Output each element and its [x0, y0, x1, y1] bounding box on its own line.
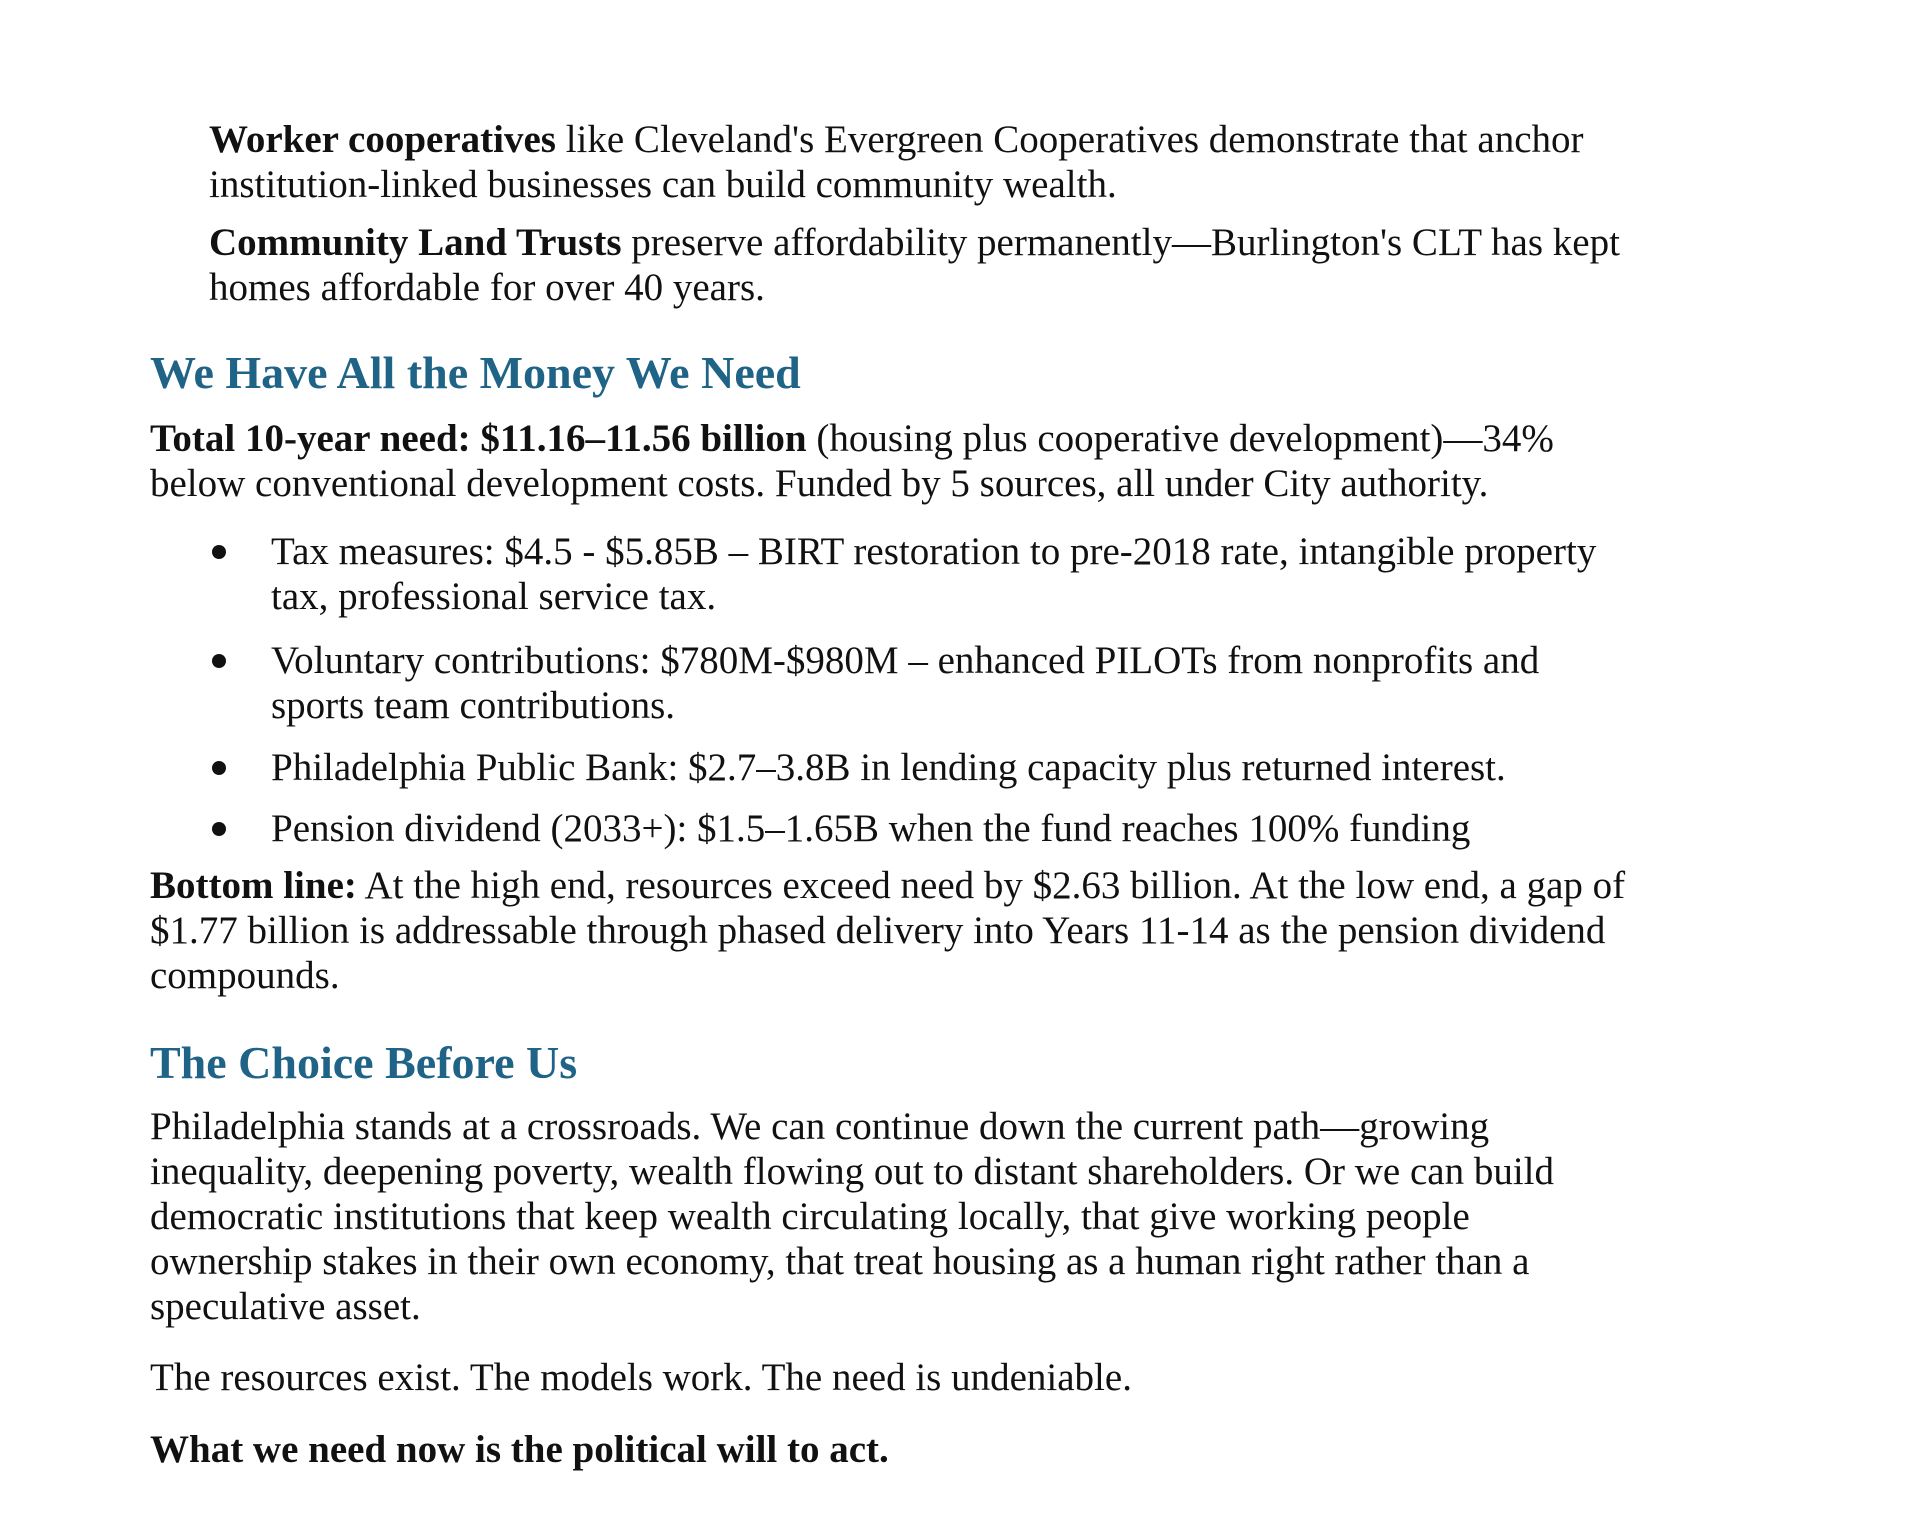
list-item — [271, 638, 1539, 728]
text: inequality, deepening poverty, wealth flowing out to distant shareholders. Or we can build — [150, 1150, 1554, 1193]
heading-money: We Have All the Money We Need — [150, 347, 801, 398]
text: sports team contributions. — [271, 684, 676, 727]
bullet-icon — [212, 654, 226, 668]
bold-lead: Total 10-year need: $11.16–11.56 billion — [150, 417, 807, 460]
paragraph-crossroads — [150, 1104, 1554, 1329]
list-item — [271, 529, 1596, 619]
text: ownership stakes in their own economy, that treat housing as a human right rather than a — [150, 1240, 1530, 1283]
text: like Cleveland's Evergreen Cooperatives demonstrate that anchor — [555, 118, 1584, 161]
text: Pension dividend (2033+): $1.5–1.65B when the fund reaches 100% funding — [271, 807, 1471, 850]
text: Philadelphia Public Bank: $2.7–3.8B in lending capacity plus returned interest. — [271, 746, 1506, 789]
bullet-icon — [212, 822, 226, 836]
text: below conventional development costs. Funded by 5 sources, all under City authority. — [150, 462, 1489, 505]
paragraph-resources: The resources exist. The models work. The need is undeniable. — [150, 1356, 1132, 1399]
text: democratic institutions that keep wealth circulating locally, that give working people — [150, 1195, 1470, 1238]
bold-lead: Bottom line: — [150, 864, 357, 907]
text: tax, professional service tax. — [271, 575, 717, 618]
text: At the high end, resources exceed need by $2.63 billion. At the low end, a gap of — [356, 864, 1626, 907]
paragraph-bottom-line — [150, 863, 1625, 998]
text: Tax measures: $4.5 - $5.85B – BIRT restoration to pre-2018 rate, intangible property — [271, 530, 1597, 573]
heading-choice: The Choice Before Us — [150, 1037, 578, 1088]
text: $1.77 billion is addressable through phased delivery into Years 11-14 as the pension dividend — [150, 909, 1606, 952]
paragraph-community-land-trusts — [209, 220, 1620, 310]
paragraph-total-need — [150, 416, 1554, 506]
text: speculative asset. — [150, 1285, 421, 1328]
text: preserve affordability permanently—Burlington's CLT has kept — [621, 221, 1620, 264]
text: (housing plus cooperative development)—34% — [806, 417, 1554, 460]
bold-lead: Community Land Trusts — [209, 221, 622, 264]
bullet-icon — [212, 545, 226, 559]
list-item — [271, 806, 1470, 851]
text: institution-linked businesses can build community wealth. — [209, 163, 1117, 206]
list-item — [271, 745, 1506, 790]
text: homes affordable for over 40 years. — [209, 266, 765, 309]
text: Voluntary contributions: $780M-$980M – enhanced PILOTs from nonprofits and — [271, 639, 1540, 682]
text: Philadelphia stands at a crossroads. We can continue down the current path—growing — [150, 1105, 1490, 1148]
text: compounds. — [150, 954, 340, 997]
bullet-icon — [212, 761, 226, 775]
paragraph-worker-cooperatives — [209, 117, 1584, 207]
paragraph-closing: What we need now is the political will to act. — [150, 1428, 889, 1471]
bold-lead: Worker cooperatives — [209, 118, 556, 161]
